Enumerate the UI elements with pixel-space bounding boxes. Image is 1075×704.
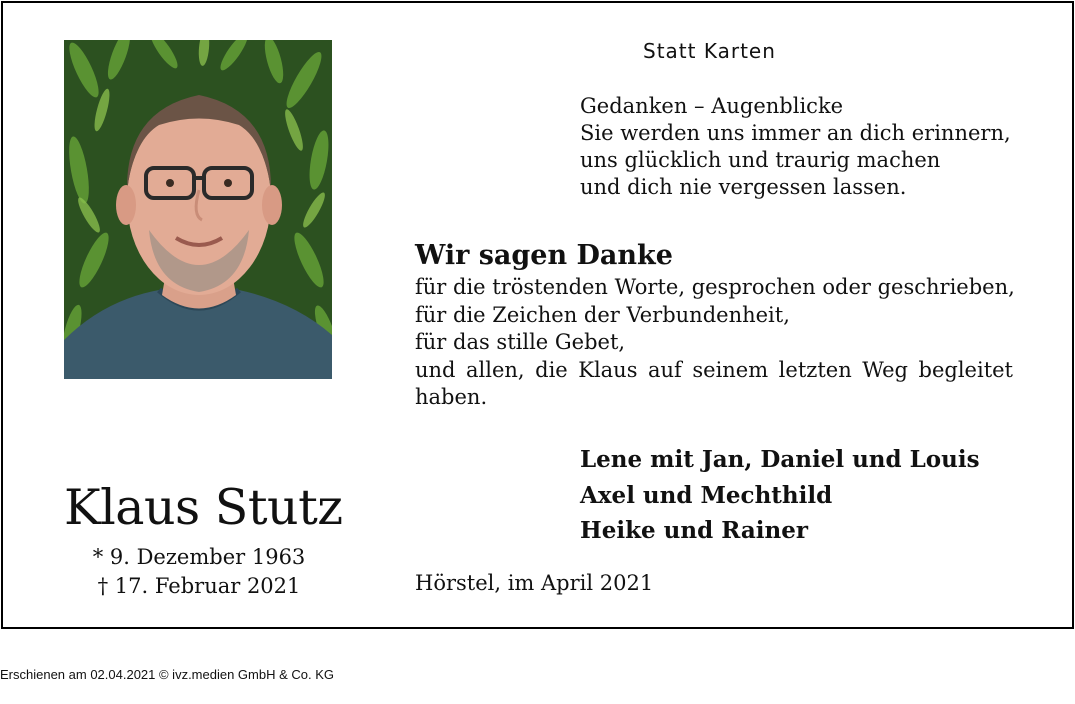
thanks-line: für die tröstenden Worte, gesprochen oder geschrieben,: [415, 275, 1015, 299]
poem-line: Sie werden uns immer an dich erinnern,: [580, 121, 1011, 145]
portrait-image: [64, 40, 332, 379]
poem-line: und dich nie vergessen lassen.: [580, 175, 907, 199]
family-signatures: [580, 442, 980, 549]
deceased-name: Klaus Stutz: [64, 479, 343, 536]
poem: [580, 93, 1011, 201]
obituary-card: [1, 1, 1074, 629]
thanks-text: [415, 274, 1013, 412]
thanks-line: für die Zeichen der Verbundenheit,: [415, 302, 790, 327]
death-date: † 17. Februar 2021: [97, 574, 301, 598]
thanks-line: für das stille Gebet,: [415, 330, 626, 354]
thanks-line: und allen, die Klaus auf seinem letzten Weg begleitet: [415, 357, 1013, 382]
thanks-heading: Wir sagen Danke: [415, 240, 673, 271]
publication-footer: Erschienen am 02.04.2021 © ivz.medien GmbH & Co. KG: [0, 667, 335, 682]
poem-line: Gedanken – Augenblicke: [580, 94, 844, 118]
place-date: Hörstel, im April 2021: [415, 571, 654, 595]
portrait-photo: [64, 40, 332, 379]
poem-line: uns glücklich und traurig machen: [580, 148, 941, 172]
family-line: Heike und Rainer: [580, 517, 808, 544]
family-line: Axel und Mechthild: [580, 481, 833, 509]
family-line: Lene mit Jan, Daniel und Louis: [580, 446, 980, 473]
header-statt-karten: Statt Karten: [643, 39, 776, 63]
life-dates: [64, 543, 334, 601]
birth-date: * 9. Dezember 1963: [92, 545, 306, 569]
thanks-line: haben.: [415, 385, 488, 409]
